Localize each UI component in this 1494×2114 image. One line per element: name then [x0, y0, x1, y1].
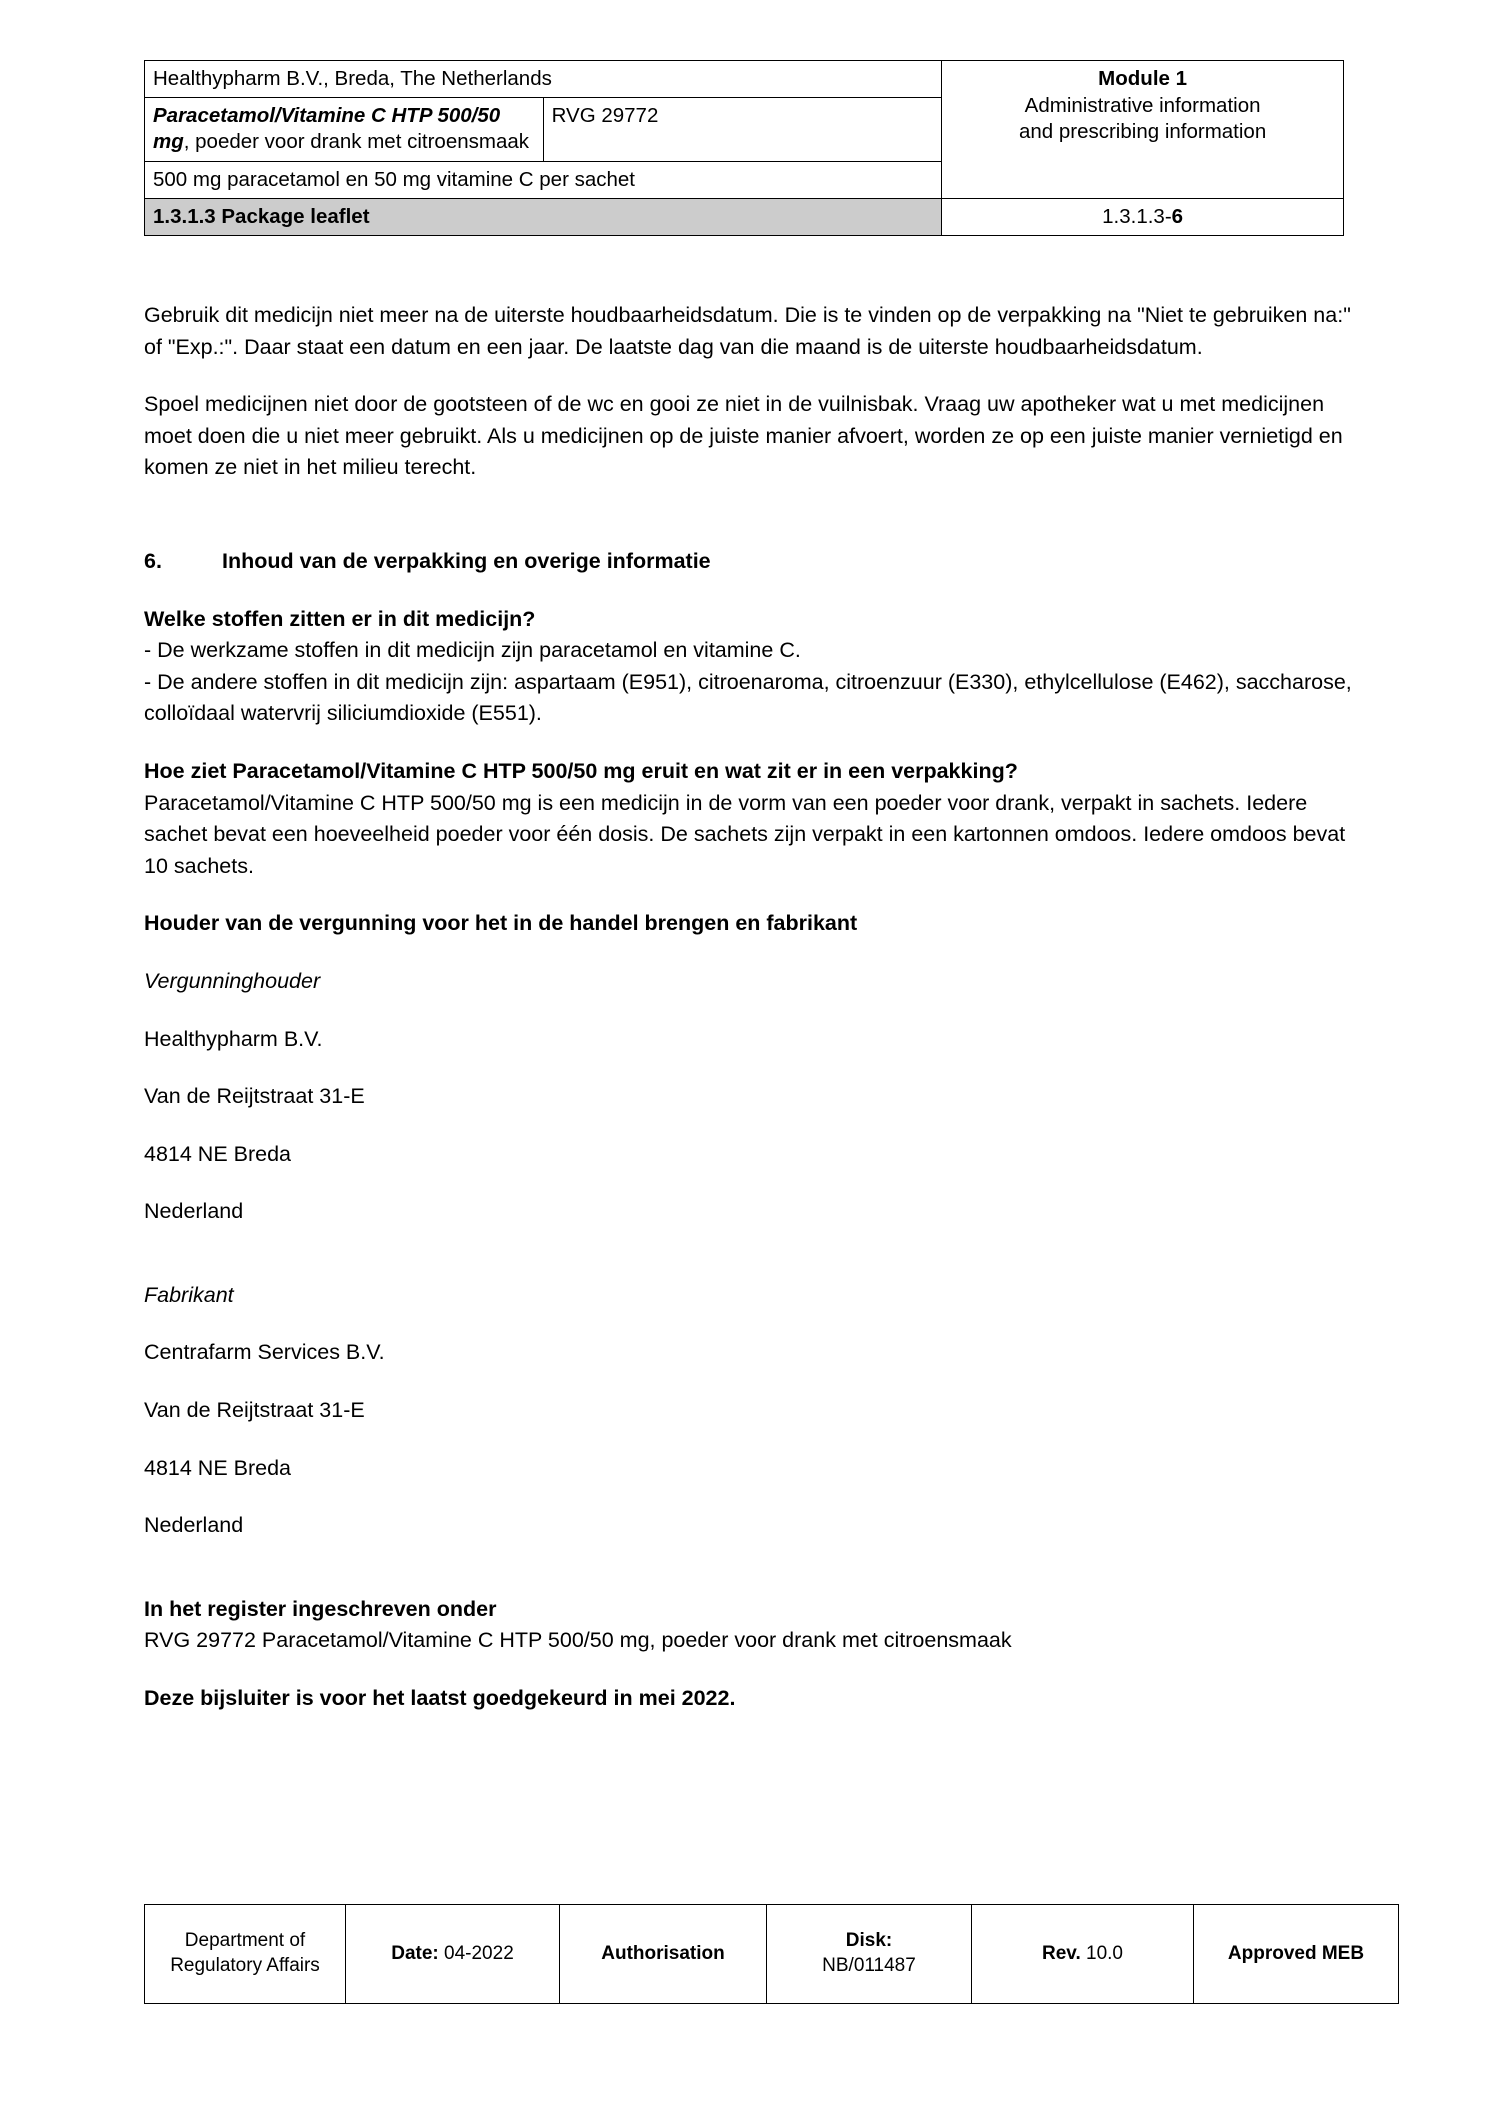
holder-street: Van de Reijtstraat 31-E [144, 1084, 365, 1109]
header-leaflet-title-cell [145, 198, 942, 235]
footer-authorisation-cell [560, 1905, 767, 2004]
company-name: Healthypharm B.V., Breda, The Netherlands [153, 67, 552, 90]
authorisation-label: Authorisation [601, 1942, 725, 1964]
holder-label: Vergunninghouder [144, 968, 321, 993]
appearance-text: Paracetamol/Vitamine C HTP 500/50 mg is een medicijn in de vorm van een poeder voor drank, verpakt in sachets. Iedere sachet bevat een hoeveelheid poeder voor één dosis. De sachets zijn verpakt in een kartonnen omdoos. Iedere omdoos bevat 10 sachets. [144, 790, 1346, 878]
register-text: RVG 29772 Paracetamol/Vitamine C HTP 500/50 mg, poeder voor drank met citroensmaak [144, 1628, 1012, 1653]
manufacturer-city: 4814 NE Breda [144, 1455, 292, 1480]
header-page-reference-cell [942, 198, 1344, 235]
module-title: Module 1 [1098, 67, 1188, 90]
document-header-table [144, 60, 1344, 236]
holder-country: Nederland [144, 1199, 244, 1224]
approved-meb-label: Approved MEB [1227, 1942, 1365, 1964]
leaflet-title: 1.3.1.3 Package leaflet [153, 204, 370, 228]
department-line-2: Regulatory Affairs [170, 1955, 320, 1976]
page-reference-number: 6 [1171, 204, 1184, 228]
section-6-title: Inhoud van de verpakking en overige informatie [222, 548, 711, 573]
rvg-number: RVG 29772 [551, 104, 659, 128]
disk-value: NB/011487 [822, 1955, 916, 1976]
product-form: , poeder voor drank met citroensmaak [183, 130, 529, 154]
holder-name: Healthypharm B.V. [144, 1026, 323, 1051]
leaflet-body [144, 300, 1354, 1715]
section-6-heading [144, 546, 1354, 578]
spacer [144, 1254, 1354, 1280]
page-reference-prefix: 1.3.1.3- [1102, 204, 1172, 228]
rev-label: Rev. [1042, 1942, 1081, 1964]
spacer [144, 882, 1354, 908]
spacer [144, 940, 1354, 966]
footer-revision-cell [972, 1905, 1194, 2004]
spacer [144, 1568, 1354, 1594]
rev-value: 10.0 [1086, 1942, 1123, 1964]
substances-active-line: - De werkzame stoffen in dit medicijn zijn paracetamol en vitamine C. [144, 638, 801, 663]
header-row-company [145, 61, 1344, 98]
header-product-cell [145, 98, 544, 161]
spacer [144, 578, 1354, 604]
header-rvg-cell [543, 98, 942, 161]
paragraph-expiry-date: Gebruik dit medicijn niet meer na de uiterste houdbaarheidsdatum. Die is te vinden op de verpakking na "Niet te gebruiken na:" of "Exp.:". Daar staat een datum en een jaar. De laatste dag van die maand is de uiterste houdbaarheidsdatum. [144, 303, 1351, 359]
manufacturer-name: Centrafarm Services B.V. [144, 1340, 385, 1365]
header-module-cell [942, 61, 1344, 199]
footer-row [145, 1905, 1399, 2004]
spacer [144, 1657, 1354, 1683]
appearance-heading: Hoe ziet Paracetamol/Vitamine C HTP 500/50 mg eruit en wat zit er in een verpakking? [144, 758, 1018, 783]
substances-other-line: - De andere stoffen in dit medicijn zijn: aspartaam (E951), citroenaroma, citroenzuur (E330), ethylcellulose (E462), saccharose, colloïdaal watervrij siliciumdioxide (E551). [144, 669, 1352, 726]
date-value: 04-2022 [444, 1942, 514, 1964]
module-subtitle-line-2: and prescribing information [1018, 120, 1267, 144]
footer-date-cell [346, 1905, 560, 2004]
paragraph-disposal: Spoel medicijnen niet door de gootsteen of de wc en gooi ze niet in de vuilnisbak. Vraag uw apotheker wat u met medicijnen moet doen die u niet meer gebruikt. Als u medicijnen op de juiste manier afvoert, worden ze op een juiste manier vernietigd en komen ze niet in het milieu terecht. [144, 392, 1343, 480]
section-6-number: 6. [144, 548, 162, 573]
document-footer-table [144, 1904, 1399, 2004]
footer-disk-cell [767, 1905, 972, 2004]
header-company-cell [145, 61, 942, 98]
product-name: Paracetamol/Vitamine C HTP 500/50 mg [153, 104, 501, 154]
holder-city: 4814 NE Breda [144, 1141, 292, 1166]
holder-manufacturer-heading: Houder van de vergunning voor het in de handel brengen en fabrikant [144, 911, 858, 936]
disk-label: Disk: [845, 1930, 893, 1952]
manufacturer-street: Van de Reijtstraat 31-E [144, 1398, 365, 1423]
department-line-1: Department of [184, 1930, 306, 1952]
manufacturer-country: Nederland [144, 1513, 244, 1538]
footer-department-cell [145, 1905, 346, 2004]
spacer [144, 510, 1354, 546]
footer-approved-cell [1194, 1905, 1399, 2004]
register-heading: In het register ingeschreven onder [144, 1596, 497, 1621]
substances-heading: Welke stoffen zitten er in dit medicijn? [144, 606, 536, 631]
header-strength-cell [145, 161, 942, 198]
header-row-leaflet [145, 198, 1344, 235]
strength-line: 500 mg paracetamol en 50 mg vitamine C per sachet [153, 167, 636, 191]
date-label: Date: [391, 1942, 439, 1964]
spacer [144, 730, 1354, 756]
module-subtitle-line-1: Administrative information [1024, 94, 1261, 118]
approval-date-text: Deze bijsluiter is voor het laatst goedgekeurd in mei 2022. [144, 1686, 736, 1711]
manufacturer-label: Fabrikant [144, 1282, 234, 1307]
